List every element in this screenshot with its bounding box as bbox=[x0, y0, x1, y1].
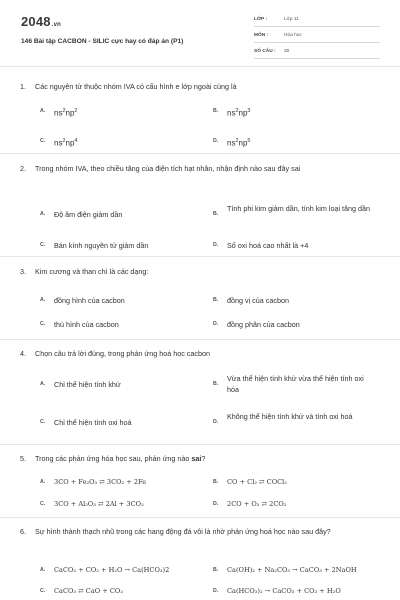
question-number: 3. bbox=[20, 267, 26, 276]
meta-value: Lớp 11 bbox=[284, 17, 299, 22]
question-text: Các nguyên tử thuộc nhóm IVA có cấu hình e lớp ngoài cùng là bbox=[35, 82, 237, 91]
question-text: Chọn câu trả lời đúng, trong phản ứng hoá học cacbon bbox=[35, 349, 210, 358]
question-divider bbox=[0, 256, 400, 257]
site-logo[interactable]: 2048.vn bbox=[21, 14, 62, 29]
question-divider bbox=[0, 153, 400, 154]
document-title: 146 Bài tập CACBON - SILIC cực hay có đáp án (P1) bbox=[21, 38, 184, 45]
question-text: Kim cương và than chì là các dạng: bbox=[35, 267, 149, 276]
meta-key: LỚP : bbox=[254, 17, 268, 22]
header-divider bbox=[0, 66, 400, 67]
meta-class bbox=[254, 14, 380, 27]
question-number: 5. bbox=[20, 454, 26, 463]
meta-value: 30 bbox=[284, 49, 290, 54]
question-divider bbox=[0, 517, 400, 518]
question-number: 4. bbox=[20, 349, 26, 358]
question-text: Sự hình thành thạch nhũ trong các hang động đá vôi là nhờ phản ứng hoá học nào sau đây? bbox=[35, 527, 331, 536]
question-number: 6. bbox=[20, 527, 26, 536]
meta-subject bbox=[254, 30, 380, 43]
meta-question-count bbox=[254, 46, 380, 59]
meta-value: Hóa học bbox=[284, 33, 302, 38]
question-divider bbox=[0, 444, 400, 445]
meta-key: MÔN : bbox=[254, 33, 269, 38]
question-number: 2. bbox=[20, 164, 26, 173]
question-text: Trong các phản ứng hóa học sau, phản ứng nào sai? bbox=[35, 454, 206, 463]
meta-key: SỐ CÂU : bbox=[254, 49, 276, 54]
question-number: 1. bbox=[20, 82, 26, 91]
document-page: 2048.vn 146 Bài tập CACBON - SILIC cực hay có đáp án (P1) LỚP : Lớp 11 MÔN : Hóa học SỐ CÂU : 30 1. Các nguyên tử thuộc nhóm IVA có cấu hình e lớp ngoài cùng là A. $ns^2np^2$ B. $ns^2np^3$ C. $ns^2np^4$ D. $ns^2np^5$ 2. Trong nhóm IVA, theo chiều tăng của điện tích hạt nhân, nhận định nào sau đây sai A. Độ âm điện giảm dần B. Tính phi kim giảm dần, tính kim loại tăng dần C. Bán kính nguyên tử giảm dần D. Số oxi hoá cao nhất là +4 3. Kim cương và than chì là các dạng: A. đồng hình của cacbon B. đồng vị của cacbon C. thù hình của cacbon D. đồng phân của cacbon 4. Chọn câu trả lời đúng, trong phản ứng hoá học cacbon A. Chỉ thể hiện tính khử B. Vừa thể hiện tính khử vừa thể hiện tính oxi hóa C. Chỉ thể hiện tính oxi hoá D. Không thể hiện tính khử và tính oxi hoá 5. Trong các phản ứng hóa học sau, phản ứng nào sai? A. 3CO + Fe₂O₃ ⇄ 3CO₂ + 2Fe B. CO + Cl₂ ⇄ COCl₂ C. 3CO + Al₂O₃ ⇄ 2Al + 3CO₂ D. 2CO + O₂ ⇄ 2CO₂ 6. Sự hình thành thạch nhũ trong các hang động đá vôi là nhờ phản ứng hoá học nào sau đây? A. CaCO₃ + CO₂ + H₂O → Ca(HCO₃)2 B. Ca(OH)₂ + Na₂CO₃ → CaCO₃ + 2NaOH C. CaCO₃ ⇄ CaO + CO₂ D. Ca(HCO₃)₂ → CaCO₃ + CO₂ + H₂O bbox=[0, 0, 400, 600]
question-text: Trong nhóm IVA, theo chiều tăng của điện tích hạt nhân, nhận định nào sau đây sai bbox=[35, 164, 301, 173]
question-divider bbox=[0, 339, 400, 340]
